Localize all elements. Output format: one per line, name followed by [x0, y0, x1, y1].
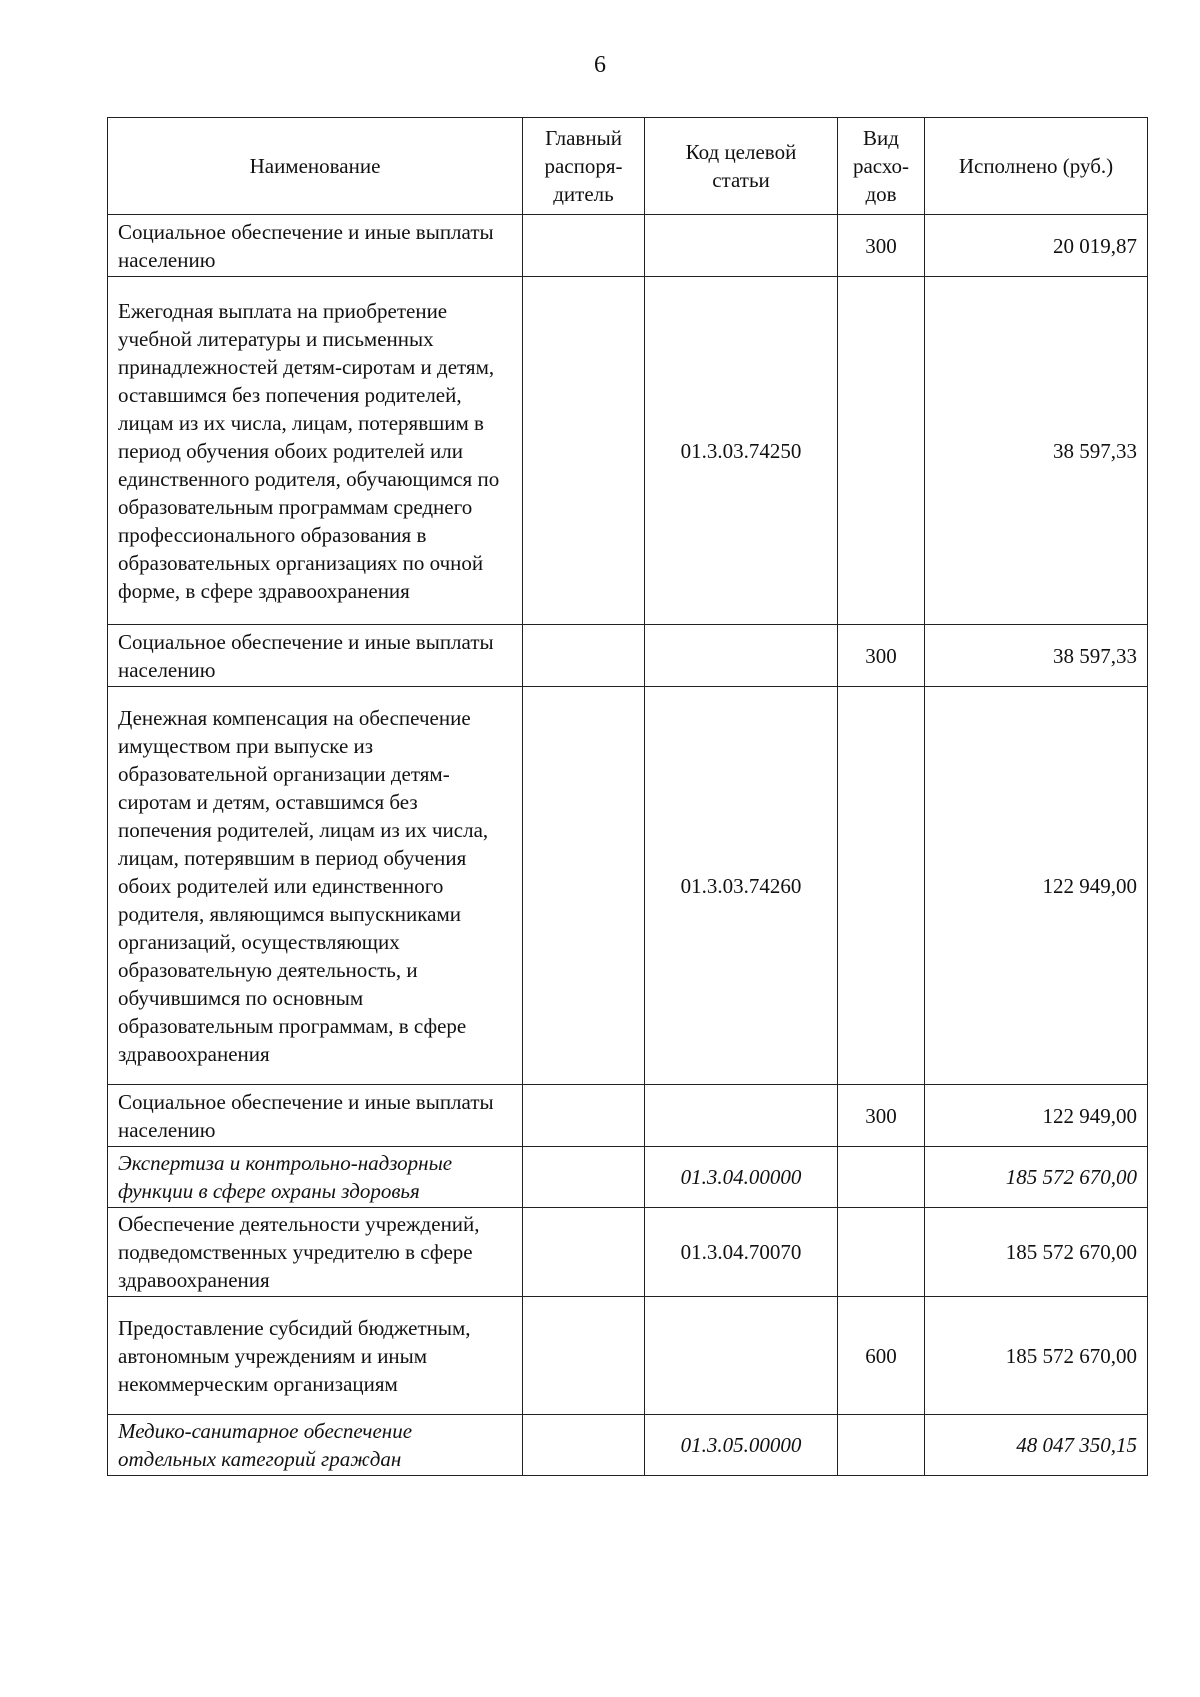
cell-grbs — [523, 625, 645, 687]
cell-name: Ежегодная выплата на приобретение учебной литературы и письменных принадлежностей детям-сиротам и детям, оставшимся без попечения родителей, лицам из их числа, лицам, потерявшим в период обучения обоих родителей или единственного родителя, обучающимся по образовательным программам среднего профессионального образования в образовательных организациях по очной форме, в сфере здравоохранения — [108, 277, 523, 625]
cell-sum: 122 949,00 — [925, 1085, 1148, 1147]
cell-code — [645, 1085, 838, 1147]
table-row — [108, 1208, 1148, 1297]
cell-kind — [838, 277, 925, 625]
cell-grbs — [523, 215, 645, 277]
cell-grbs — [523, 1297, 645, 1415]
cell-sum: 122 949,00 — [925, 687, 1148, 1085]
cell-kind — [838, 687, 925, 1085]
cell-grbs — [523, 687, 645, 1085]
cell-code — [645, 215, 838, 277]
header-kind: Вид расхо-дов — [838, 118, 925, 215]
cell-kind: 300 — [838, 1085, 925, 1147]
table-row — [108, 687, 1148, 1085]
cell-code — [645, 1297, 838, 1415]
cell-sum: 38 597,33 — [925, 625, 1148, 687]
table-row — [108, 625, 1148, 687]
cell-name: Экспертиза и контрольно-надзорные функции в сфере охраны здоровья — [108, 1147, 523, 1208]
cell-code: 01.3.03.74250 — [645, 277, 838, 625]
cell-kind: 300 — [838, 625, 925, 687]
cell-name: Денежная компенсация на обеспечение имуществом при выпуске из образовательной организации детям-сиротам и детям, оставшимся без попечения родителей, лицам из их числа, лицам, потерявшим в период обучения обоих родителей или единственного родителя, являющимся выпускниками организаций, осуществляющих образовательную деятельность, и обучившимся по основным образовательным программам, в сфере здравоохранения — [108, 687, 523, 1085]
cell-name: Социальное обеспечение и иные выплаты населению — [108, 215, 523, 277]
cell-kind — [838, 1415, 925, 1476]
cell-sum: 185 572 670,00 — [925, 1297, 1148, 1415]
cell-sum: 20 019,87 — [925, 215, 1148, 277]
table-row — [108, 1147, 1148, 1208]
cell-name: Предоставление субсидий бюджетным, автономным учреждениям и иным некоммерческим организациям — [108, 1297, 523, 1415]
cell-sum: 185 572 670,00 — [925, 1147, 1148, 1208]
cell-kind: 300 — [838, 215, 925, 277]
cell-code — [645, 625, 838, 687]
cell-name: Обеспечение деятельности учреждений, подведомственных учредителю в сфере здравоохранения — [108, 1208, 523, 1297]
cell-name: Социальное обеспечение и иные выплаты населению — [108, 1085, 523, 1147]
cell-grbs — [523, 1415, 645, 1476]
table-row — [108, 1297, 1148, 1415]
table-body — [108, 215, 1148, 1476]
cell-code: 01.3.03.74260 — [645, 687, 838, 1085]
cell-kind: 600 — [838, 1297, 925, 1415]
cell-code: 01.3.04.70070 — [645, 1208, 838, 1297]
header-grbs: Главный распоря-дитель — [523, 118, 645, 215]
cell-grbs — [523, 1147, 645, 1208]
cell-grbs — [523, 277, 645, 625]
cell-grbs — [523, 1208, 645, 1297]
cell-grbs — [523, 1085, 645, 1147]
budget-table — [107, 117, 1148, 1476]
cell-sum: 48 047 350,15 — [925, 1415, 1148, 1476]
table-header-row — [108, 118, 1148, 215]
table-row — [108, 1415, 1148, 1476]
cell-code: 01.3.05.00000 — [645, 1415, 838, 1476]
cell-kind — [838, 1208, 925, 1297]
table-row — [108, 277, 1148, 625]
header-sum: Исполнено (руб.) — [925, 118, 1148, 215]
cell-name: Медико-санитарное обеспечение отдельных категорий граждан — [108, 1415, 523, 1476]
cell-kind — [838, 1147, 925, 1208]
cell-sum: 38 597,33 — [925, 277, 1148, 625]
cell-code: 01.3.04.00000 — [645, 1147, 838, 1208]
cell-sum: 185 572 670,00 — [925, 1208, 1148, 1297]
table-row — [108, 1085, 1148, 1147]
header-name: Наименование — [108, 118, 523, 215]
table-row — [108, 215, 1148, 277]
header-code: Код целевой статьи — [645, 118, 838, 215]
cell-name: Социальное обеспечение и иные выплаты населению — [108, 625, 523, 687]
page-number: 6 — [594, 52, 606, 78]
